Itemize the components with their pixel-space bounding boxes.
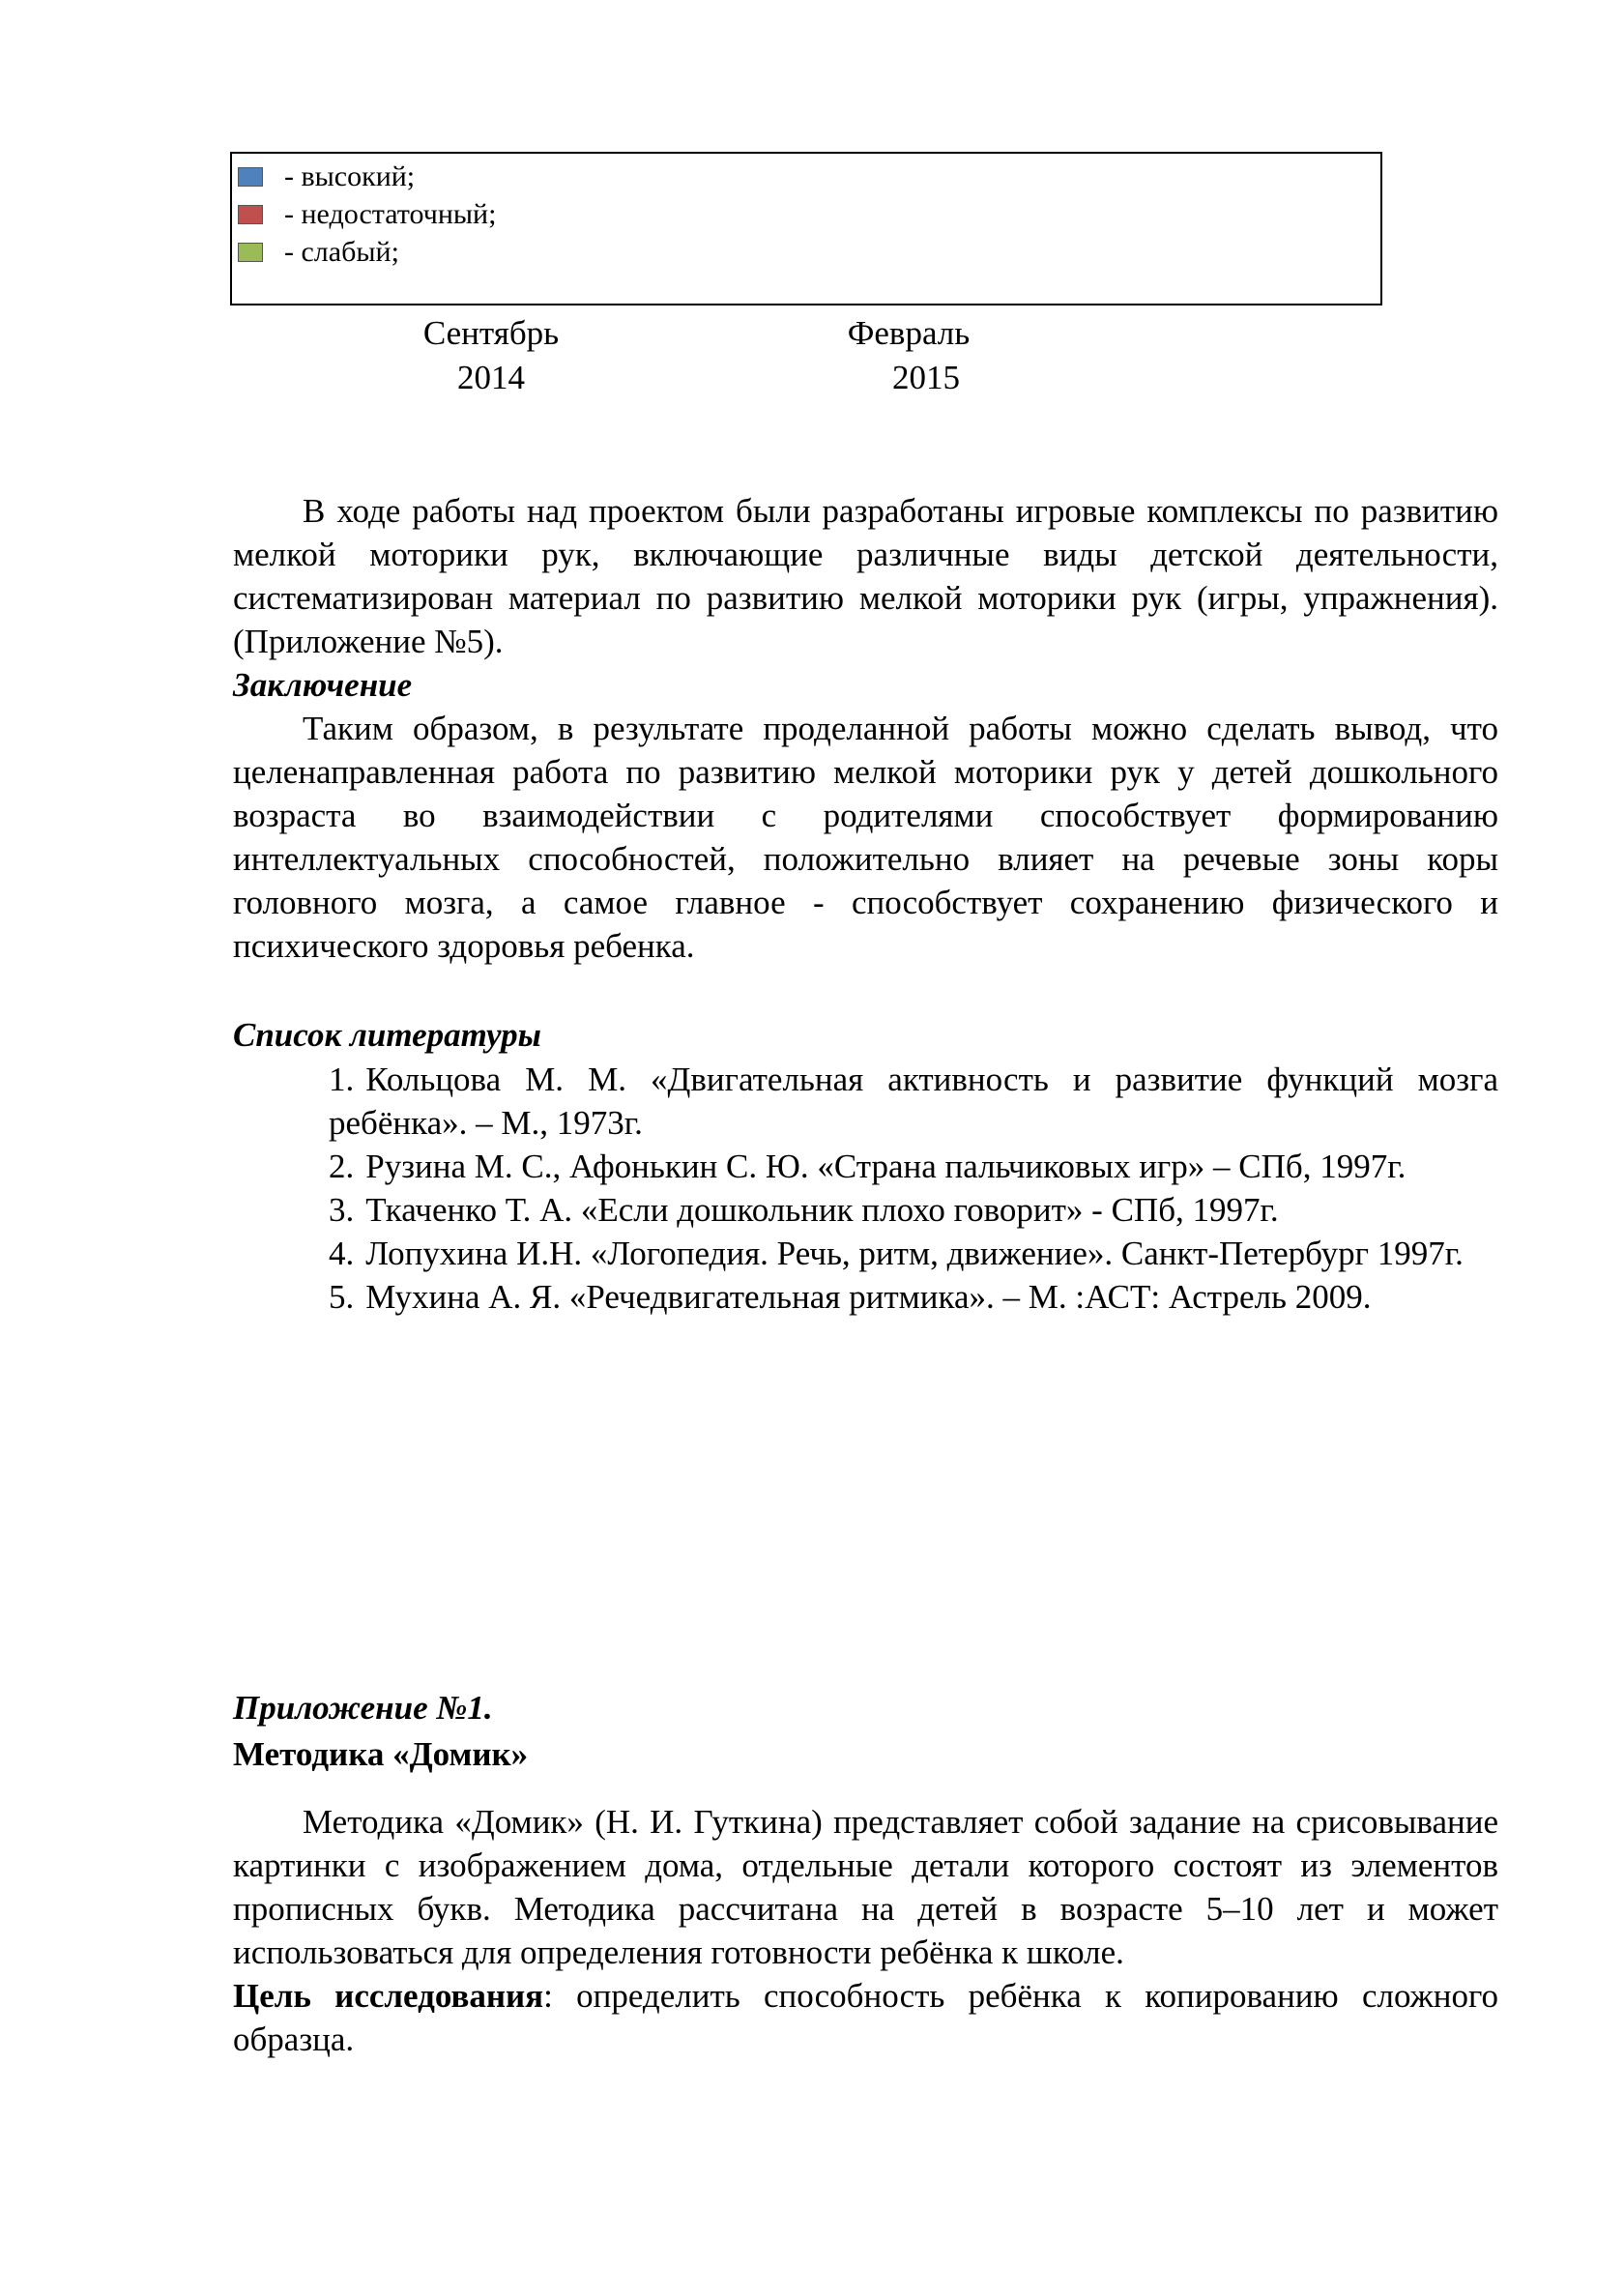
- reference-num: 2.: [329, 1148, 355, 1185]
- reference-num: 4.: [329, 1235, 355, 1272]
- project-section: [233, 489, 1498, 968]
- reference-num: 5.: [329, 1278, 355, 1316]
- reference-item-3: [329, 1188, 1498, 1232]
- project-paragraph: В ходе работы над проектом были разработаны игровые комплексы по развитию мелкой моторики рук, включающие различные виды детской деятельности, систематизирован материал по развитию мелкой моторики рук (игры, упражнения). (Приложение №5).: [233, 492, 1498, 660]
- reference-item-4: [329, 1232, 1498, 1275]
- legend-swatch-high: [238, 167, 263, 187]
- reference-text: Кольцова М. М. «Двигательная активность и развитие функций мозга ребёнка». – М., 1973г.: [329, 1061, 1498, 1142]
- reference-num: 3.: [329, 1191, 355, 1229]
- research-goal-label: Цель исследования: [233, 1977, 544, 2015]
- legend-label-weak: - слабый;: [284, 236, 399, 268]
- reference-item-2: [329, 1145, 1498, 1188]
- reference-text: Лопухина И.Н. «Логопедия. Речь, ритм, движение». Санкт-Петербург 1997г.: [365, 1235, 1464, 1272]
- legend-label-insufficient: - недостаточный;: [284, 198, 497, 230]
- references-list: [329, 1058, 1498, 1319]
- axis-month-february: Февраль: [847, 314, 971, 352]
- conclusion-paragraph: Таким образом, в результате проделанной работы можно сделать вывод, что целенаправленная работа по развитию мелкой моторики рук у детей дошкольного возраста во взаимодействии с родителями способствует формированию интеллектуальных способностей, положительно влияет на речевые зоны коры головного мозга, а самое главное - способствует сохранению физического и психического здоровья ребенка.: [233, 710, 1498, 965]
- conclusion-heading: Заключение: [233, 666, 413, 704]
- chart-legend: [230, 152, 1382, 305]
- legend-swatch-weak: [238, 243, 263, 262]
- references-heading-wrap: [233, 1013, 1498, 1057]
- method-title: Методика «Домик»: [233, 1735, 529, 1773]
- references-heading: Список литературы: [233, 1016, 541, 1054]
- appendix-heading-wrap: [233, 1686, 1498, 1729]
- axis-category-september: [346, 311, 636, 400]
- method-section: [233, 1800, 1498, 2061]
- reference-item-5: [329, 1275, 1498, 1319]
- reference-num: 1.: [329, 1061, 355, 1098]
- appendix-heading: Приложение №1.: [233, 1689, 493, 1727]
- axis-year-2015: 2015: [892, 359, 960, 396]
- legend-swatch-insufficient: [238, 205, 263, 224]
- reference-text: Ткаченко Т. А. «Если дошкольник плохо говорит» - СПб, 1997г.: [365, 1191, 1279, 1229]
- legend-label-high: - высокий;: [284, 160, 416, 192]
- axis-year-2014: 2014: [457, 359, 525, 396]
- legend-item-weak: [238, 235, 399, 270]
- reference-item-1: [329, 1058, 1498, 1145]
- axis-category-february: [764, 311, 1054, 400]
- axis-month-september: Сентябрь: [422, 314, 560, 352]
- research-goal-text: : определить способность ребёнка к копированию сложного образца.: [233, 1977, 1498, 2058]
- research-goal: [233, 1974, 1498, 2061]
- legend-item-insufficient: [238, 197, 496, 232]
- method-description: Методика «Домик» (Н. И. Гуткина) представляет собой задание на срисовывание картинки с изображением дома, отдельные детали которого состоят из элементов прописных букв. Методика рассчитана на детей в возрасте 5–10 лет и может использоваться для определения готовности ребёнка к школе.: [233, 1803, 1498, 1971]
- legend-item-high: [238, 160, 415, 194]
- reference-text: Мухина А. Я. «Речедвигательная ритмика». – М. :АСТ: Астрель 2009.: [365, 1278, 1372, 1316]
- reference-text: Рузина М. С., Афонькин С. Ю. «Страна пальчиковых игр» – СПб, 1997г.: [365, 1148, 1406, 1185]
- method-title-wrap: [233, 1732, 1498, 1776]
